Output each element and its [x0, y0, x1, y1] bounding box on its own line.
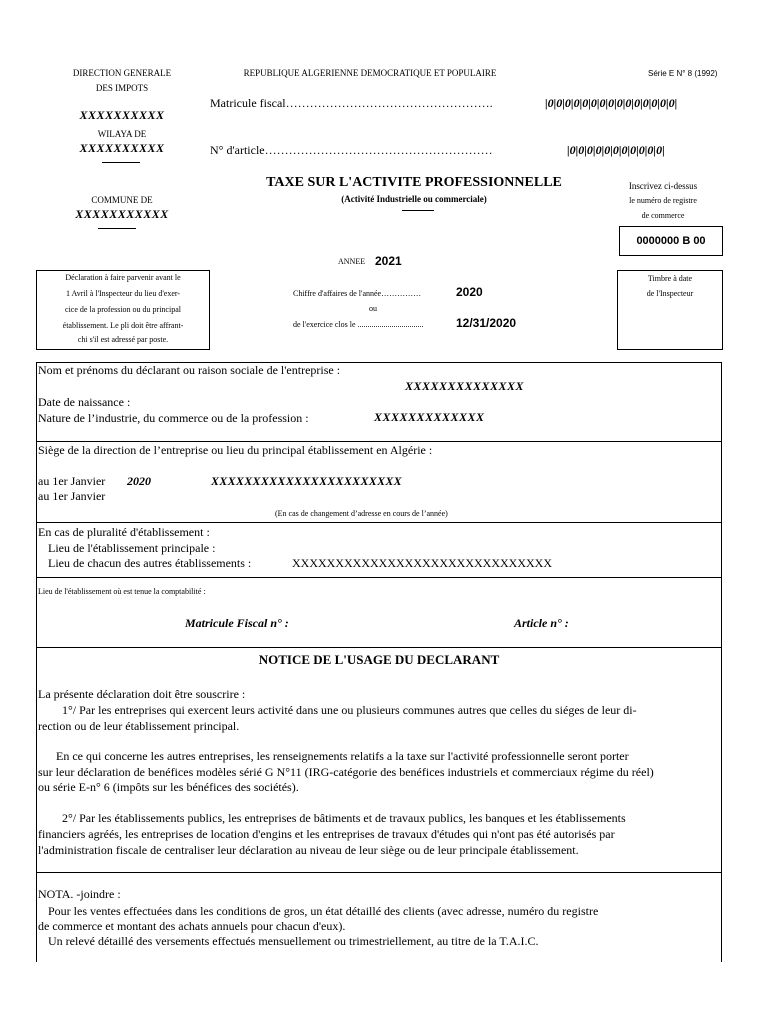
- nota-line: Un relevé détaillé des versements effectués mensuellement ou trimestriellement, au titre de la T.A.I.C.: [48, 934, 539, 948]
- declaration-line: établissement. Le pli doit être affrant-: [62, 321, 184, 330]
- nota-line: de commerce et montant des achats annuels pour chacun d'eux).: [38, 919, 346, 933]
- direction-value: XXXXXXXXXX: [79, 108, 165, 122]
- divider: [36, 522, 722, 523]
- article-number-label: Article n° :: [514, 616, 569, 630]
- timbre-line1: Timbre à date: [647, 274, 693, 283]
- nature-value[interactable]: XXXXXXXXXXXXX: [374, 410, 485, 424]
- notice-paragraph: ou série E-n° 6 (impôts sur les bénéfices des sociétés).: [38, 780, 299, 794]
- annee-label: ANNEE: [338, 257, 366, 266]
- direction-line2: DES IMPOTS: [95, 83, 149, 93]
- janvier1-value[interactable]: XXXXXXXXXXXXXXXXXXXXXXX: [211, 474, 402, 488]
- form-subtitle: (Activité Industrielle ou commerciale): [341, 194, 487, 204]
- divider: [102, 162, 140, 163]
- divider: [98, 228, 136, 229]
- pluralite-label: En cas de pluralité d'établissement :: [38, 525, 210, 539]
- declaration-line: Déclaration à faire parvenir avant le: [65, 273, 181, 282]
- serie-label: Série E N° 8 (1992): [648, 69, 718, 78]
- notice-title: NOTICE DE L'USAGE DU DECLARANT: [258, 652, 500, 667]
- timbre-line2: de l'Inspecteur: [646, 289, 694, 298]
- exercice-label: de l'exercice clos le .................................: [293, 320, 424, 329]
- address-change-note: (En cas de changement d’adresse en cours de l’année): [275, 509, 448, 518]
- wilaya-value: XXXXXXXXXX: [79, 141, 165, 155]
- direction-line1: DIRECTION GENERALE: [72, 68, 172, 78]
- notice-paragraph: financiers agréés, les entreprises de location d'engins et les entreprises de travaux d'études qui n'ont pas été autorisés par: [38, 827, 615, 841]
- autres-value[interactable]: XXXXXXXXXXXXXXXXXXXXXXXXXXXXXX: [292, 556, 552, 570]
- nom-label: Nom et prénoms du déclarant ou raison sociale de l'entreprise :: [38, 363, 341, 377]
- divider: [36, 441, 722, 442]
- notice-paragraph: rection ou de leur établissement principal.: [38, 719, 240, 733]
- wilaya-label: WILAYA DE: [97, 129, 147, 139]
- matricule-fiscal-label: Matricule Fiscal n° :: [185, 616, 289, 630]
- article-boxes[interactable]: |0|0|0|0|0|0|0|0|0|0|0|: [567, 143, 665, 157]
- chiffre-ou: ou: [369, 304, 377, 313]
- declaration-notice-box: [36, 270, 210, 350]
- article-label: N° d'article…………………………………………………: [210, 143, 493, 157]
- nature-label: Nature de l’industrie, du commerce ou de la profession :: [38, 411, 309, 425]
- commune-label: COMMUNE DE: [91, 195, 153, 205]
- notice-intro: La présente déclaration doit être souscrire :: [38, 687, 246, 701]
- janvier1-year[interactable]: 2020: [127, 474, 151, 488]
- republic-title: REPUBLIQUE ALGERIENNE DEMOCRATIQUE ET POPULAIRE: [243, 68, 497, 78]
- notice-paragraph: 2°/ Par les établissements publics, les entreprises de bâtiments et de travaux publics, les banques et les établissements: [62, 811, 626, 825]
- commune-value: XXXXXXXXXXX: [75, 207, 169, 221]
- divider: [36, 647, 722, 648]
- janvier1-label: au 1er Janvier: [38, 474, 106, 488]
- autres-label: Lieu de chacun des autres établissements :: [48, 556, 252, 570]
- janvier2-label: au 1er Janvier: [38, 489, 106, 503]
- comptabilite-label: Lieu de l'établissement où est tenue la comptabilité :: [38, 587, 206, 596]
- matricule-label: Matricule fiscal…………………………………………….: [210, 96, 493, 110]
- naissance-label: Date de naissance :: [38, 395, 131, 409]
- registre-line3: de commerce: [641, 211, 685, 220]
- declaration-line: cice de la profession ou du principal: [65, 305, 181, 314]
- divider: [36, 872, 722, 873]
- declaration-line: 1 Avril à l'Inspecteur du lieu d'exer-: [65, 289, 181, 298]
- annee-value[interactable]: 2021: [375, 254, 402, 268]
- notice-paragraph: l'administration fiscale de centraliser leur déclaration au niveau de leur siège ou de leur principale établissement.: [38, 843, 579, 857]
- notice-paragraph: 1°/ Par les entreprises qui exercent leurs activité dans une ou plusieurs communes autres que celles du siéges de leur di-: [62, 703, 637, 717]
- nota-title: NOTA. -joindre :: [38, 887, 121, 901]
- matricule-boxes[interactable]: |0|0|0|0|0|0|0|0|0|0|0|0|0|0|0|: [545, 96, 678, 110]
- declaration-line: chi s'il est adressé par poste.: [77, 335, 169, 344]
- chiffre-label: Chiffre d'affaires de l'année……………: [293, 289, 422, 298]
- timbre-box: [617, 270, 723, 350]
- nom-value[interactable]: XXXXXXXXXXXXXX: [405, 379, 525, 393]
- registre-box[interactable]: 0000000 B 00: [619, 226, 723, 256]
- notice-paragraph: En ce qui concerne les autres entreprises, les renseignements relatifs a la taxe sur l'activité professionnelle seront porter: [56, 749, 629, 763]
- nota-line: Pour les ventes effectuées dans les conditions de gros, un état détaillé des clients (avec adresse, numéro du registre: [48, 904, 599, 918]
- divider: [36, 577, 722, 578]
- registre-line2: le numéro de registre: [629, 196, 697, 205]
- notice-paragraph: sur leur déclaration de benéfices modèles sérié G N°11 (IRG-catégorie des benéfices industriels et commerciaux régime du réel): [38, 765, 654, 779]
- siege-label: Siège de la direction de l’entreprise ou lieu du principal établissement en Algérie :: [38, 443, 433, 457]
- chiffre-value[interactable]: 2020: [456, 285, 483, 299]
- registre-line1: Inscrivez ci-dessus: [628, 181, 698, 191]
- principal-label: Lieu de l'établissement principale :: [48, 541, 216, 555]
- divider: [402, 210, 434, 211]
- form-title: TAXE SUR L'ACTIVITE PROFESSIONNELLE: [266, 175, 562, 190]
- exercice-value[interactable]: 12/31/2020: [456, 316, 517, 330]
